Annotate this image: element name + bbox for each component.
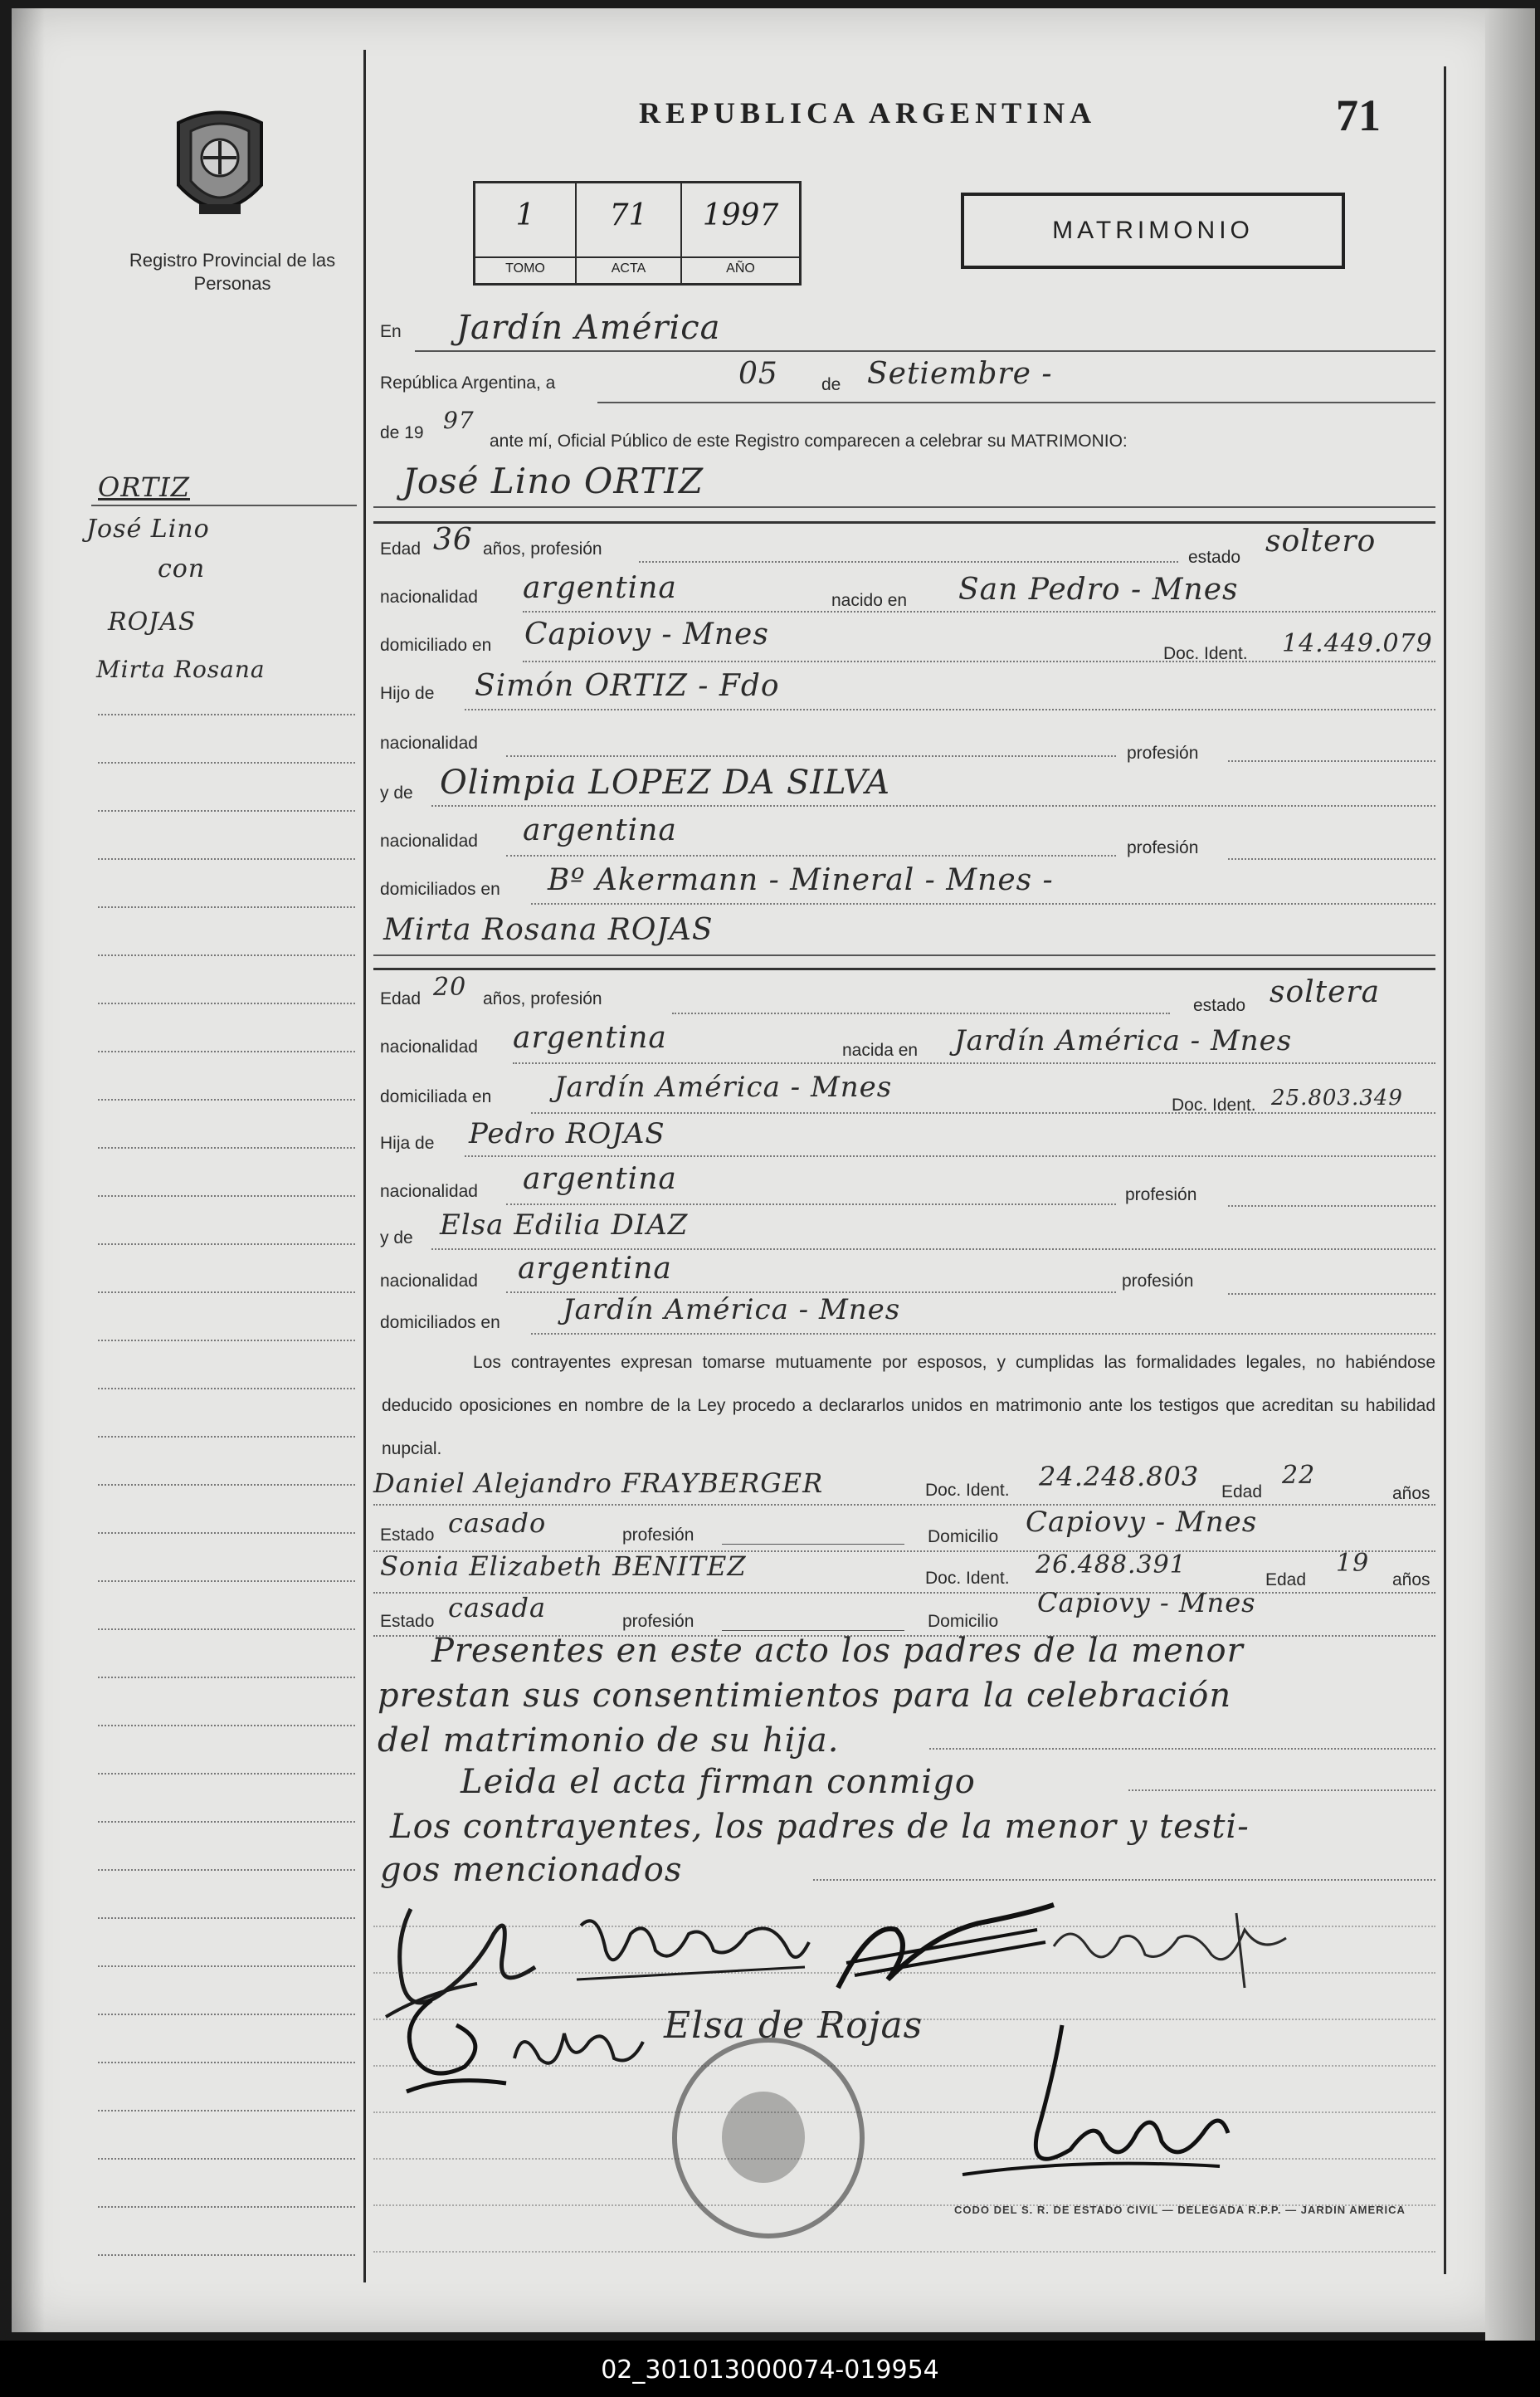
- witness2-anos-label: años: [1392, 1570, 1430, 1589]
- bride-parents-dom-label: domiciliados en: [380, 1313, 500, 1332]
- margin-ruled-line: [98, 2254, 355, 2256]
- margin-ruled-line: [98, 858, 355, 860]
- margin-ruled-line: [98, 1099, 355, 1101]
- country-title: REPUBLICA ARGENTINA: [639, 96, 1097, 129]
- right-border: [1444, 66, 1446, 2274]
- witness2-name: Sonia Elizabeth BENITEZ: [380, 1550, 747, 1582]
- groom-father-line: [465, 709, 1435, 710]
- margin-ruled-line: [98, 1677, 355, 1678]
- witness1-estado-label: Estado: [380, 1526, 435, 1545]
- bride-section-rule: [373, 968, 1435, 970]
- day-value: 05: [738, 357, 778, 391]
- tomo-label: TOMO: [475, 256, 575, 276]
- bride-nacida: Jardín América - Mnes: [954, 1024, 1293, 1057]
- margin-ruled-line: [98, 1291, 355, 1293]
- witness2-doc-label: Doc. Ident.: [925, 1569, 1010, 1588]
- witness1-doc-label: Doc. Ident.: [925, 1481, 1010, 1500]
- witness2-estado: casada: [448, 1592, 547, 1623]
- bride-signature: [573, 1901, 813, 2000]
- margin-ruled-line: [98, 1917, 355, 1919]
- groom-dom: Capiovy - Mnes: [524, 618, 769, 652]
- groom-doc: 14.449.079: [1282, 629, 1433, 658]
- witness1-profesion-line: [722, 1544, 904, 1545]
- note-line-6: gos mencionados: [380, 1851, 683, 1889]
- margin-ruled-line: [98, 2158, 355, 2160]
- margin-ruled-line: [98, 1340, 355, 1341]
- signature-ruled-line: [373, 2111, 1435, 2113]
- bride-nac: argentina: [513, 1021, 667, 1055]
- witness2-profesion-line: [722, 1630, 904, 1631]
- groom-edad-label: Edad: [380, 539, 422, 559]
- note-line-4: Leida el acta firman conmigo: [461, 1763, 976, 1801]
- stamp-emblem-icon: [722, 2092, 805, 2183]
- bride-father-nac: argentina: [523, 1162, 677, 1196]
- tomo-value: 1: [515, 198, 535, 232]
- page-edge: [1485, 8, 1535, 2341]
- bride-doc-label: Doc. Ident.: [1172, 1096, 1256, 1115]
- margin-divider: [363, 50, 366, 2282]
- witness2-profesion-label: profesión: [622, 1612, 694, 1631]
- groom-name-line: [373, 506, 1435, 508]
- note-line-1: Presentes en este acto los padres de la menor: [431, 1632, 1244, 1670]
- bride-parents-dom-line: [531, 1333, 1435, 1335]
- bride-nac-line: [513, 1062, 1435, 1064]
- margin-ruled-line: [98, 762, 355, 764]
- margin-ruled-line: [98, 1580, 355, 1582]
- witness2-domicilio: Capiovy - Mnes: [1037, 1587, 1256, 1618]
- bride-father: Pedro ROJAS: [469, 1117, 665, 1150]
- de-label: de: [821, 375, 841, 394]
- groom-edad: 36: [433, 523, 473, 557]
- groom-nac-label: nacionalidad: [380, 588, 478, 607]
- margin-note-given2: Mirta Rosana: [96, 656, 266, 683]
- note-line-3: del matrimonio de su hija.: [378, 1721, 840, 1760]
- note-line-2: prestan sus consentimientos para la celebración: [378, 1677, 1232, 1715]
- margin-ruled-line: [98, 906, 355, 908]
- margin-rule: [91, 505, 357, 506]
- groom-nacido: San Pedro - Mnes: [958, 573, 1239, 607]
- scan-id: 02_301013000074-019954: [601, 2356, 939, 2385]
- margin-ruled-line: [98, 1965, 355, 1967]
- groom-dom-line: [523, 661, 1435, 662]
- margin-note-surname: ORTIZ: [98, 471, 190, 503]
- acta-value: 71: [609, 198, 648, 232]
- bride-hija-label: Hija de: [380, 1134, 435, 1153]
- coat-of-arms-icon: [166, 106, 274, 231]
- acta-label: ACTA: [577, 256, 680, 276]
- witness1-anos-label: años: [1392, 1484, 1430, 1503]
- witness2-doc: 26.488.391: [1036, 1550, 1187, 1579]
- bride-father-nac-label: nacionalidad: [380, 1182, 478, 1201]
- signature-ruled-line: [373, 2251, 1435, 2253]
- bride-yde-label: y de: [380, 1228, 413, 1247]
- intro-text: ante mí, Oficial Público de este Registro comparecen a celebrar su MATRIMONIO:: [490, 432, 1128, 451]
- witness-signature: [1045, 1905, 1294, 1996]
- bride-doc: 25.803.349: [1271, 1086, 1403, 1111]
- page-number: 71: [1336, 90, 1381, 140]
- note-line-3-rule: [929, 1748, 1435, 1750]
- registry-name: Registro Provincial de las Personas: [129, 250, 336, 294]
- declaration-text: Los contrayentes expresan tomarse mutuamente por esposos, y cumplidas las formalidades legales, no habiéndose deducido oposiciones en nombre de la Ley procedo a declararlos unidos en matrimonio ante los testigos que acreditan su habilidad nupcial.: [382, 1353, 1435, 1458]
- witness2-domicilio-label: Domicilio: [928, 1612, 999, 1631]
- groom-nac-line: [523, 611, 1435, 613]
- margin-ruled-line: [98, 1628, 355, 1630]
- republica-label: República Argentina, a: [380, 373, 556, 393]
- record-type-box: MATRIMONIO: [961, 193, 1345, 269]
- margin-ruled-line: [98, 2110, 355, 2111]
- margin-ruled-line: [98, 2062, 355, 2063]
- groom-profesion-line: [639, 561, 1178, 563]
- margin-ruled-line: [98, 1147, 355, 1149]
- witness1-edad: 22: [1282, 1461, 1316, 1490]
- year-prefix: de 19: [380, 423, 424, 442]
- groom-mother-line: [431, 805, 1435, 807]
- margin-ruled-line: [98, 714, 355, 715]
- bride-edad-label: Edad: [380, 989, 422, 1008]
- groom-mother-nac-label: nacionalidad: [380, 832, 478, 851]
- groom-parents-dom-label: domiciliados en: [380, 880, 500, 899]
- bride-anos-profesion-label: años, profesión: [483, 989, 602, 1008]
- bride-parents-dom: Jardín América - Mnes: [563, 1293, 901, 1326]
- margin-note-con: con: [158, 554, 206, 583]
- bride-name: Mirta Rosana ROJAS: [383, 913, 714, 947]
- groom-father-prof-line: [1228, 760, 1435, 762]
- groom-father-nac-line: [506, 755, 1116, 757]
- bride-profesion-line: [672, 1013, 1170, 1014]
- place-line: [415, 350, 1435, 352]
- bride-mother-prof-line: [1228, 1293, 1435, 1295]
- margin-ruled-line: [98, 1436, 355, 1438]
- groom-nacido-label: nacido en: [831, 591, 908, 610]
- bride-nacida-label: nacida en: [842, 1041, 919, 1060]
- place-value: Jardín América: [456, 309, 721, 347]
- bride-father-prof-line: [1228, 1205, 1435, 1207]
- witness2-edad: 19: [1336, 1549, 1370, 1578]
- margin-ruled-line: [98, 1388, 355, 1389]
- groom-mother-prof-label: profesión: [1127, 838, 1199, 857]
- witness1-doc: 24.248.803: [1039, 1461, 1200, 1492]
- bride-edad: 20: [433, 973, 467, 1002]
- groom-mother-prof-line: [1228, 858, 1435, 860]
- bride-dom-label: domiciliada en: [380, 1087, 492, 1106]
- margin-ruled-line: [98, 1869, 355, 1871]
- acta-reference-box: [473, 181, 802, 286]
- witness2-edad-label: Edad: [1265, 1570, 1307, 1589]
- page-spine-shadow: [12, 8, 45, 2332]
- groom-parents-dom: Bº Akermann - Mineral - Mnes -: [548, 863, 1054, 897]
- margin-ruled-line: [98, 954, 355, 956]
- margin-ruled-line: [98, 1532, 355, 1534]
- margin-ruled-line: [98, 1243, 355, 1245]
- margin-ruled-line: [98, 2014, 355, 2015]
- witness1-domicilio-label: Domicilio: [928, 1527, 999, 1546]
- official-signature: [954, 2009, 1270, 2199]
- margin-ruled-line: [98, 1725, 355, 1726]
- year-suffix: 97: [443, 407, 475, 434]
- groom-doc-label: Doc. Ident.: [1163, 644, 1248, 663]
- mother-bride-signature: Elsa de Rojas: [664, 2004, 924, 2047]
- bride-name-line: [373, 954, 1435, 956]
- groom-parents-dom-line: [531, 903, 1435, 905]
- signature-ruled-line: [373, 2158, 1435, 2160]
- groom-mother-nac: argentina: [523, 813, 677, 847]
- groom-yde-label: y de: [380, 784, 413, 803]
- father-bride-signature: [821, 1897, 1062, 2004]
- en-label: En: [380, 322, 402, 341]
- margin-ruled-line: [98, 1821, 355, 1823]
- bride-mother-nac-label: nacionalidad: [380, 1272, 478, 1291]
- witness1-name: Daniel Alejandro FRAYBERGER: [373, 1467, 824, 1499]
- margin-ruled-line: [98, 810, 355, 812]
- note-line-6-rule: [813, 1879, 1435, 1881]
- bride-father-prof-label: profesión: [1125, 1185, 1197, 1204]
- margin-note-surname2: ROJAS: [108, 608, 197, 637]
- bride-mother-line: [431, 1248, 1435, 1250]
- groom-father-prof-label: profesión: [1127, 744, 1199, 763]
- groom-mother: Olimpia LOPEZ DA SILVA: [440, 764, 890, 802]
- margin-ruled-line: [98, 1195, 355, 1197]
- groom-hijo-label: Hijo de: [380, 684, 435, 703]
- margin-ruled-line: [98, 1051, 355, 1052]
- bride-mother-nac: argentina: [518, 1252, 672, 1286]
- groom-mother-nac-line: [506, 855, 1116, 857]
- witness1-estado: casado: [448, 1507, 547, 1539]
- margin-ruled-line: [98, 1773, 355, 1775]
- month-value: Setiembre -: [867, 357, 1053, 391]
- witness2-estado-label: Estado: [380, 1612, 435, 1631]
- witness1-domicilio: Capiovy - Mnes: [1026, 1506, 1258, 1539]
- margin-ruled-line: [98, 1484, 355, 1486]
- official-seal-text: CODO DEL S. R. DE ESTADO CIVIL — DELEGADA R.P.P. — JARDIN AMERICA: [954, 2204, 1406, 2216]
- groom-dom-label: domiciliado en: [380, 636, 492, 655]
- anio-value: 1997: [702, 198, 779, 232]
- bride-father-line: [465, 1155, 1435, 1157]
- margin-ruled-line: [98, 2206, 355, 2208]
- witness1-line: [373, 1504, 1435, 1506]
- bride-mother: Elsa Edilia DIAZ: [440, 1208, 689, 1242]
- groom-name: José Lino ORTIZ: [402, 461, 704, 501]
- witness1-profesion-label: profesión: [622, 1526, 694, 1545]
- groom-father: Simón ORTIZ - Fdo: [475, 669, 780, 703]
- bride-estado: soltera: [1270, 975, 1381, 1009]
- groom-anos-profesion-label: años, profesión: [483, 539, 602, 559]
- margin-ruled-line: [98, 1003, 355, 1004]
- groom-father-nac-label: nacionalidad: [380, 734, 478, 753]
- anio-label: AÑO: [682, 256, 799, 276]
- groom-estado-label: estado: [1188, 548, 1241, 567]
- witness1-edad-label: Edad: [1221, 1482, 1263, 1501]
- margin-note-given: José Lino: [86, 515, 210, 544]
- note-line-5: Los contrayentes, los padres de la menor y testi-: [390, 1808, 1250, 1846]
- groom-section-rule: [373, 521, 1435, 524]
- bride-dom: Jardín América - Mnes: [554, 1071, 893, 1104]
- mother-bride-initials: [506, 2009, 647, 2083]
- bride-mother-prof-label: profesión: [1122, 1272, 1194, 1291]
- witness2-signature: [382, 1992, 514, 2100]
- groom-estado: soltero: [1265, 525, 1377, 559]
- bride-estado-label: estado: [1193, 996, 1246, 1015]
- bride-father-nac-line: [506, 1203, 1116, 1205]
- bride-dom-line: [531, 1112, 1435, 1114]
- date-line: [597, 402, 1435, 403]
- note-line-4-rule: [1128, 1789, 1435, 1791]
- bride-nac-label: nacionalidad: [380, 1037, 478, 1057]
- groom-nac: argentina: [523, 571, 677, 605]
